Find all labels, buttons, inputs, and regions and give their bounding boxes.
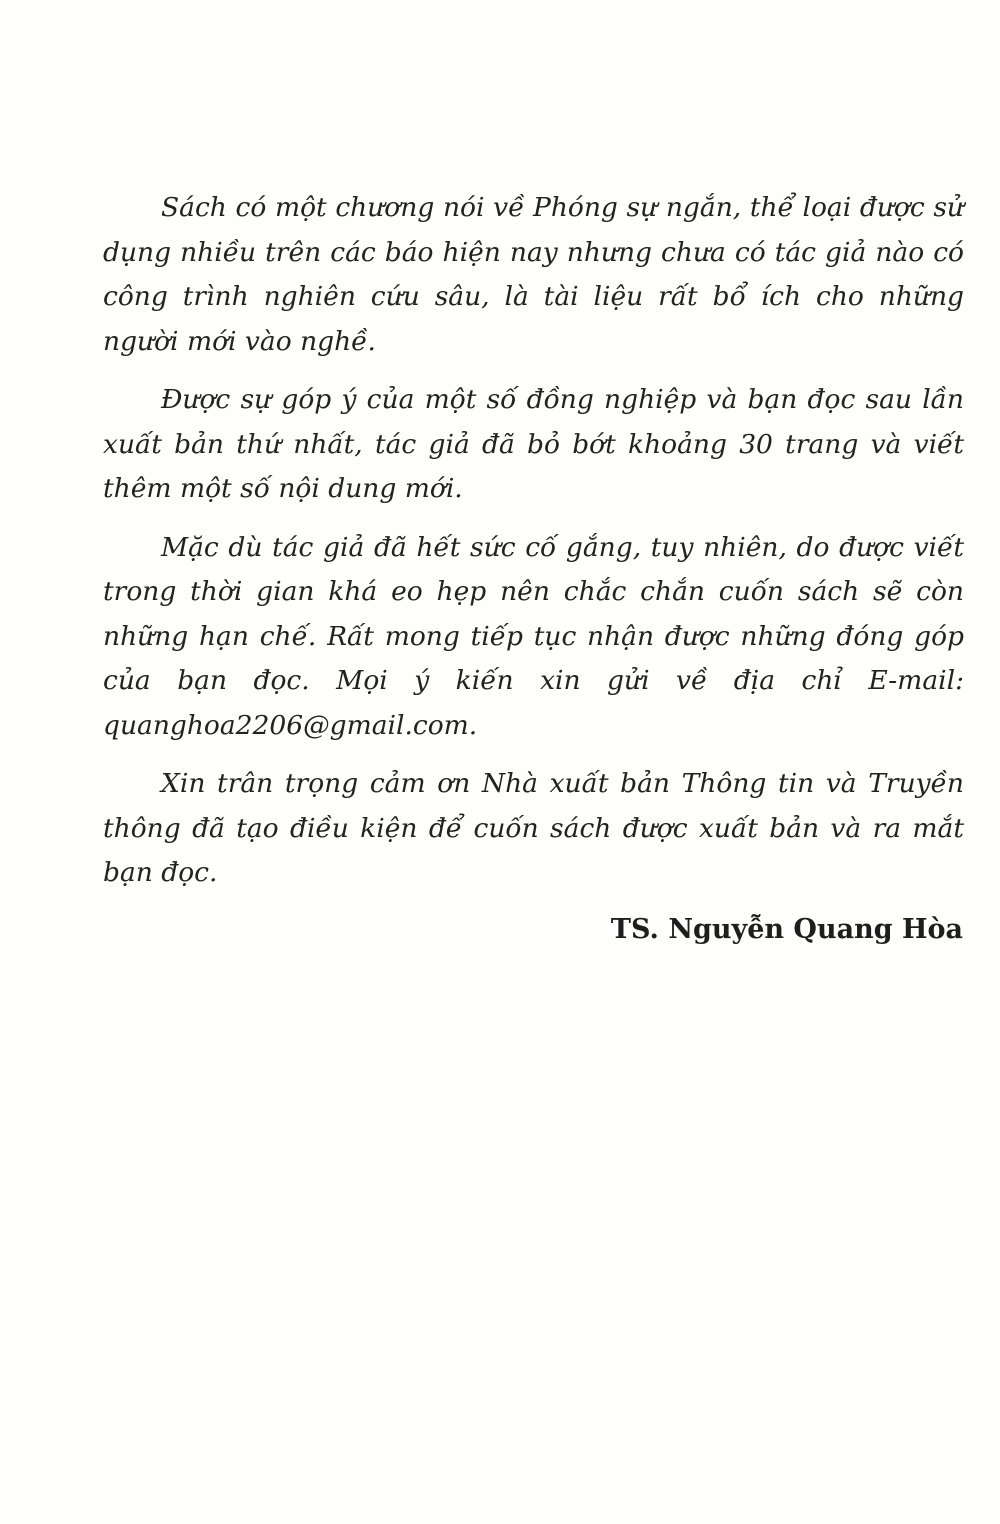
- paragraph-revisions: Được sự góp ý của một số đồng nghiệp và bạn đọc sau lần xuất bản thứ nhất, tác giả đã bỏ bớt khoảng 30 trang và viết thêm một số nội dung mới.: [103, 384, 964, 504]
- paragraph-short-reportage: Sách có một chương nói về Phóng sự ngắn, thể loại được sử dụng nhiều trên các báo hiện nay nhưng chưa có tác giả nào có công trình nghiên cứu sâu, là tài liệu rất bổ ích cho những người mới vào nghề.: [103, 192, 964, 357]
- paragraph-limitations-contact: Mặc dù tác giả đã hết sức cố gắng, tuy nhiên, do được viết trong thời gian khá eo hẹp nên chắc chắn cuốn sách sẽ còn những hạn chế. Rất mong tiếp tục nhận được những đóng góp của bạn đọc. Mọi ý kiến xin gửi về địa chỉ E-mail: quanghoa2206@gmail.com.: [103, 531, 964, 741]
- author-signature: TS. Nguyễn Quang Hòa: [610, 914, 963, 945]
- body-text: [103, 186, 964, 910]
- paragraph-acknowledgement: Xin trân trọng cảm ơn Nhà xuất bản Thông tin và Truyền thông đã tạo điều kiện để cuốn sách được xuất bản và ra mắt bạn đọc.: [103, 768, 964, 888]
